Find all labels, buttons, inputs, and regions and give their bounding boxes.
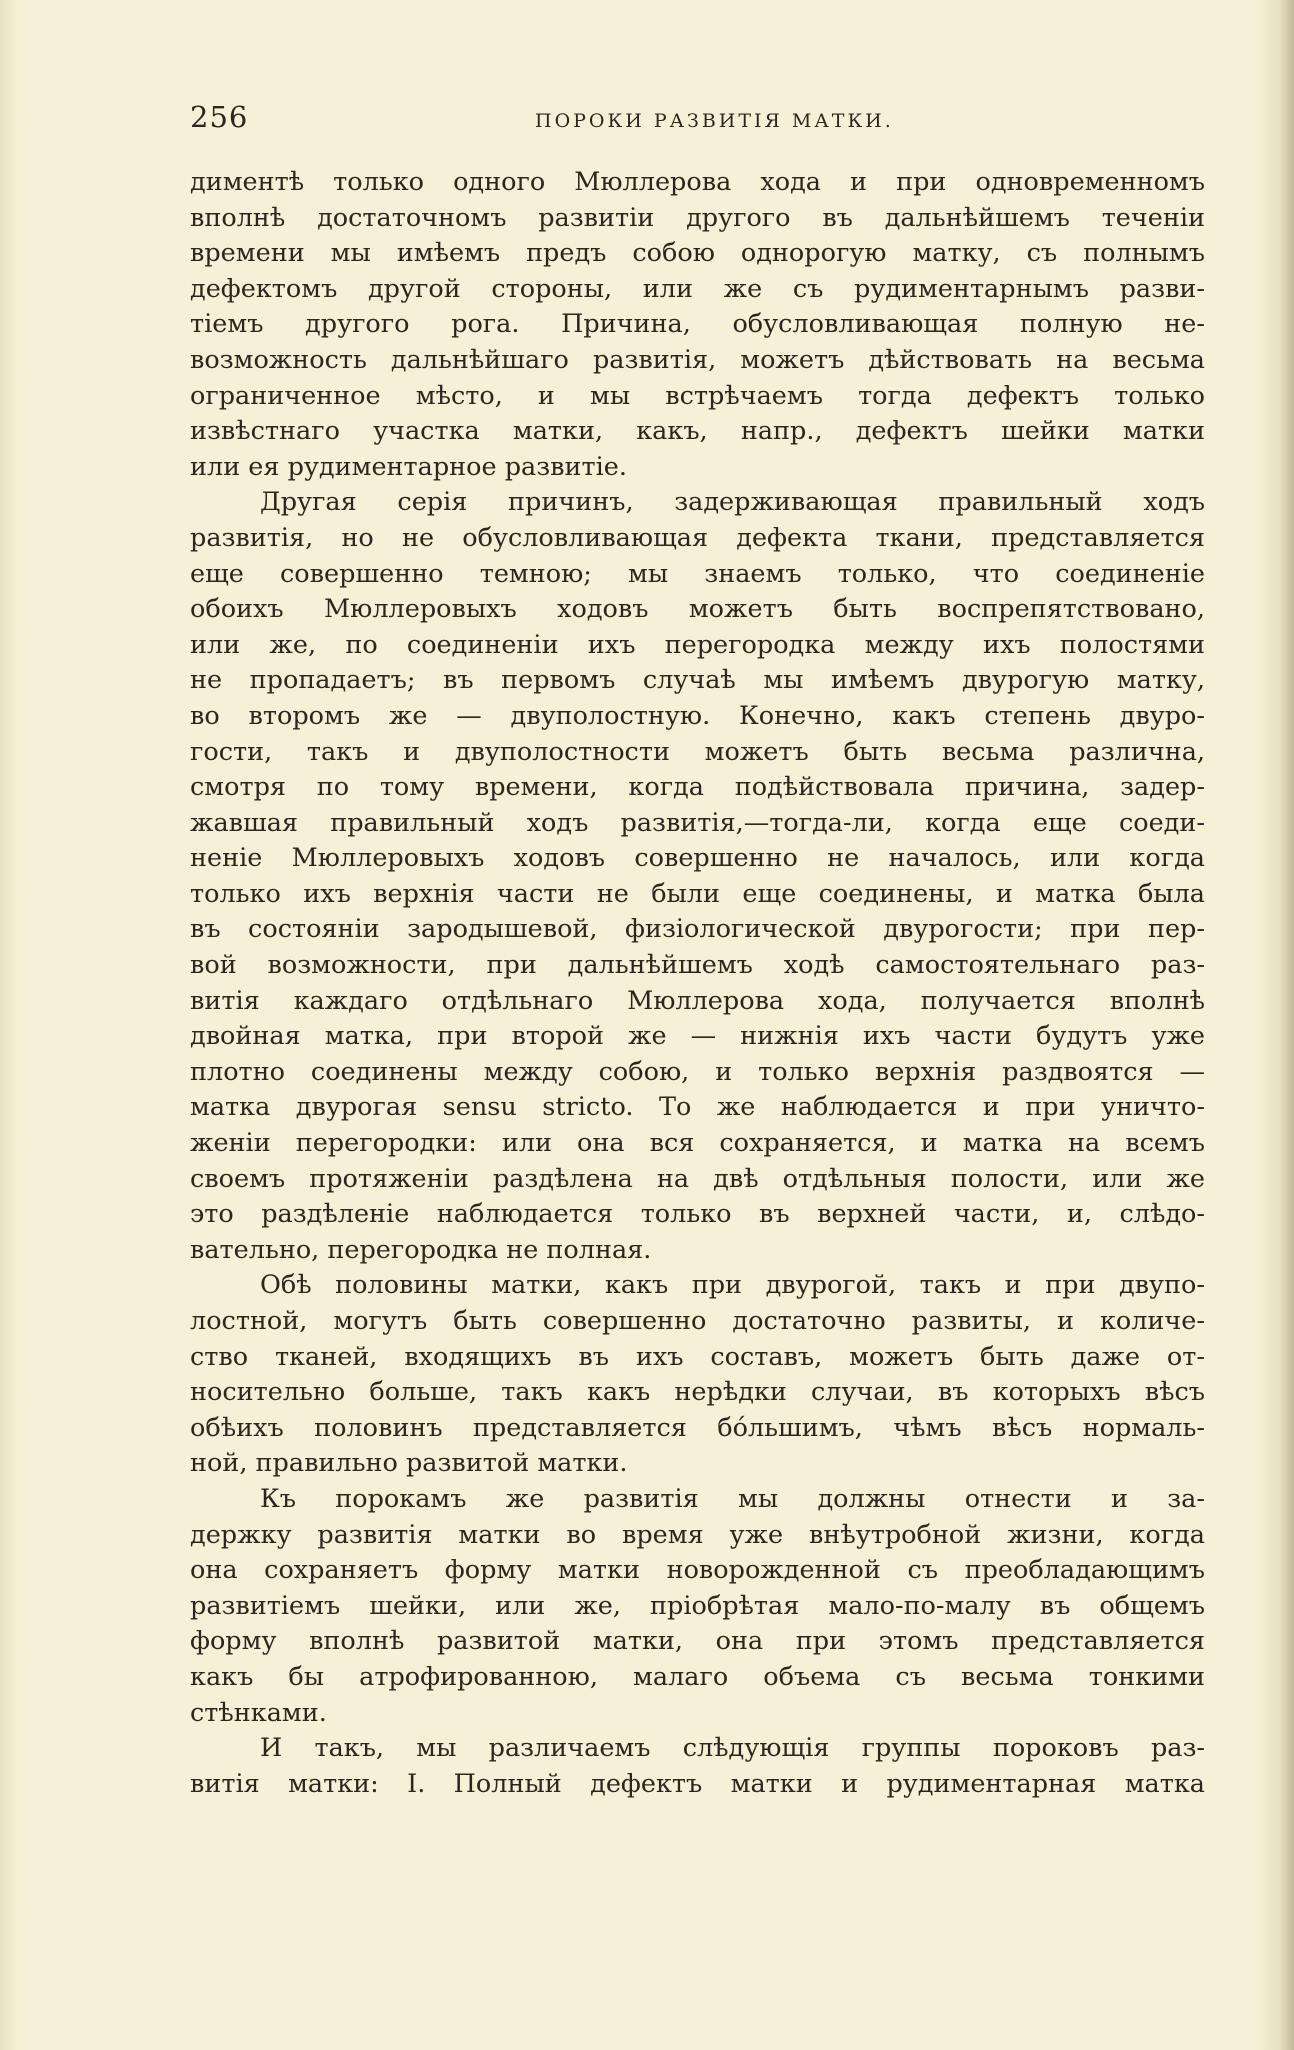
text-line: только ихъ верхнія части не были еще соединены, и матка была: [190, 878, 1205, 909]
text-line: обѣихъ половинъ представляется бóльшимъ, чѣмъ вѣсъ нормаль-: [190, 1412, 1205, 1443]
text-line: двойная матка, при второй же — нижнія ихъ части будутъ уже: [190, 1021, 1205, 1052]
text-line: тіемъ другого рога. Причина, обусловливающая полную не-: [190, 309, 1205, 340]
text-line: извѣстнаго участка матки, какъ, напр., дефектъ шейки матки: [190, 416, 1205, 447]
text-line: времени мы имѣемъ предъ собою однорогую матку, съ полнымъ: [190, 238, 1205, 269]
text-line: диментѣ только одного Мюллерова хода и при одновременномъ: [190, 167, 1205, 197]
running-title: ПОРОКИ РАЗВИТІЯ МАТКИ.: [535, 110, 894, 132]
page-edge-right: [1258, 0, 1294, 2050]
text-line: ство тканей, входящихъ въ ихъ составъ, можетъ быть даже от-: [190, 1341, 1205, 1372]
text-line: гости, такъ и двуполостности можетъ быть весьма различна,: [190, 736, 1205, 767]
text-line: стѣнками.: [190, 1697, 327, 1728]
text-line: еще совершенно темною; мы знаемъ только, что соединеніе: [190, 558, 1205, 589]
text-line: вой возможности, при дальнѣйшемъ ходѣ самостоятельнаго раз-: [190, 950, 1205, 981]
text-line: своемъ протяженіи раздѣлена на двѣ отдѣльныя полости, или же: [190, 1163, 1205, 1194]
text-line: ограниченное мѣсто, и мы встрѣчаемъ тогда дефектъ только: [190, 380, 1205, 411]
page-header: [190, 100, 1205, 140]
text-line: вательно, перегородка не полная.: [190, 1234, 652, 1265]
text-line: плотно соединены между собою, и только верхнія раздвоятся —: [190, 1056, 1205, 1087]
text-line: Обѣ половины матки, какъ при двурогой, такъ и при двупо-: [260, 1270, 1205, 1301]
text-line: витія матки: I. Полный дефектъ матки и рудиментарная матка: [190, 1768, 1205, 1799]
text-line: жавшая правильный ходъ развитія,—тогда-ли, когда еще соеди-: [190, 807, 1205, 838]
text-line: или ея рудиментарное развитіе.: [190, 451, 627, 482]
text-line: матка двурогая sensu stricto. То же наблюдается и при уничто-: [190, 1092, 1205, 1123]
text-line: витія каждаго отдѣльнаго Мюллерова хода, получается вполнѣ: [190, 985, 1205, 1016]
text-line: дефектомъ другой стороны, или же съ рудиментарнымъ разви-: [190, 273, 1205, 304]
text-line: Къ порокамъ же развитія мы должны отнести и за-: [260, 1483, 1205, 1514]
text-line: развитія, но не обусловливающая дефекта ткани, представляется: [190, 522, 1205, 553]
text-line: или же, по соединеніи ихъ перегородка между ихъ полостями: [190, 629, 1205, 660]
text-line: въ состояніи зародышевой, физіологической двурогости; при пер-: [190, 914, 1205, 945]
page-number: 256: [190, 100, 249, 134]
text-line: форму вполнѣ развитой матки, она при этомъ представляется: [190, 1626, 1205, 1657]
text-line: носительно больше, такъ какъ нерѣдки случаи, въ которыхъ вѣсъ: [190, 1377, 1205, 1408]
text-line: вполнѣ достаточномъ развитіи другого въ дальнѣйшемъ теченіи: [190, 202, 1205, 233]
text-line: не пропадаетъ; въ первомъ случаѣ мы имѣемъ двурогую матку,: [190, 665, 1205, 696]
text-line: Другая серія причинъ, задерживающая правильный ходъ: [260, 487, 1205, 518]
body-text: [190, 165, 1205, 1802]
text-line: это раздѣленіе наблюдается только въ верхней части, и, слѣдо-: [190, 1199, 1205, 1230]
text-line: неніе Мюллеровыхъ ходовъ совершенно не началось, или когда: [190, 843, 1205, 874]
text-line: смотря по тому времени, когда подѣйствовала причина, задер-: [190, 772, 1205, 803]
text-line: обоихъ Мюллеровыхъ ходовъ можетъ быть воспрепятствовано,: [190, 594, 1205, 625]
text-line: держку развитія матки во время уже внѣутробной жизни, когда: [190, 1519, 1205, 1550]
text-line: во второмъ же — двуполостную. Конечно, какъ степень двуро-: [190, 700, 1205, 731]
text-line: И такъ, мы различаемъ слѣдующія группы пороковъ раз-: [260, 1733, 1205, 1764]
text-line: она сохраняетъ форму матки новорожденной съ преобладающимъ: [190, 1555, 1205, 1586]
text-line: какъ бы атрофированною, малаго объема съ весьма тонкими: [190, 1661, 1205, 1692]
text-line: возможность дальнѣйшаго развитія, можетъ дѣйствовать на весьма: [190, 344, 1205, 375]
text-line: лостной, могутъ быть совершенно достаточно развиты, и количе-: [190, 1306, 1205, 1336]
text-line: женіи перегородки: или она вся сохраняется, и матка на всемъ: [190, 1128, 1205, 1159]
page-edge-left: [0, 0, 18, 2050]
text-line: ной, правильно развитой матки.: [190, 1448, 628, 1479]
text-line: развитіемъ шейки, или же, пріобрѣтая мало-по-малу въ общемъ: [190, 1590, 1205, 1621]
